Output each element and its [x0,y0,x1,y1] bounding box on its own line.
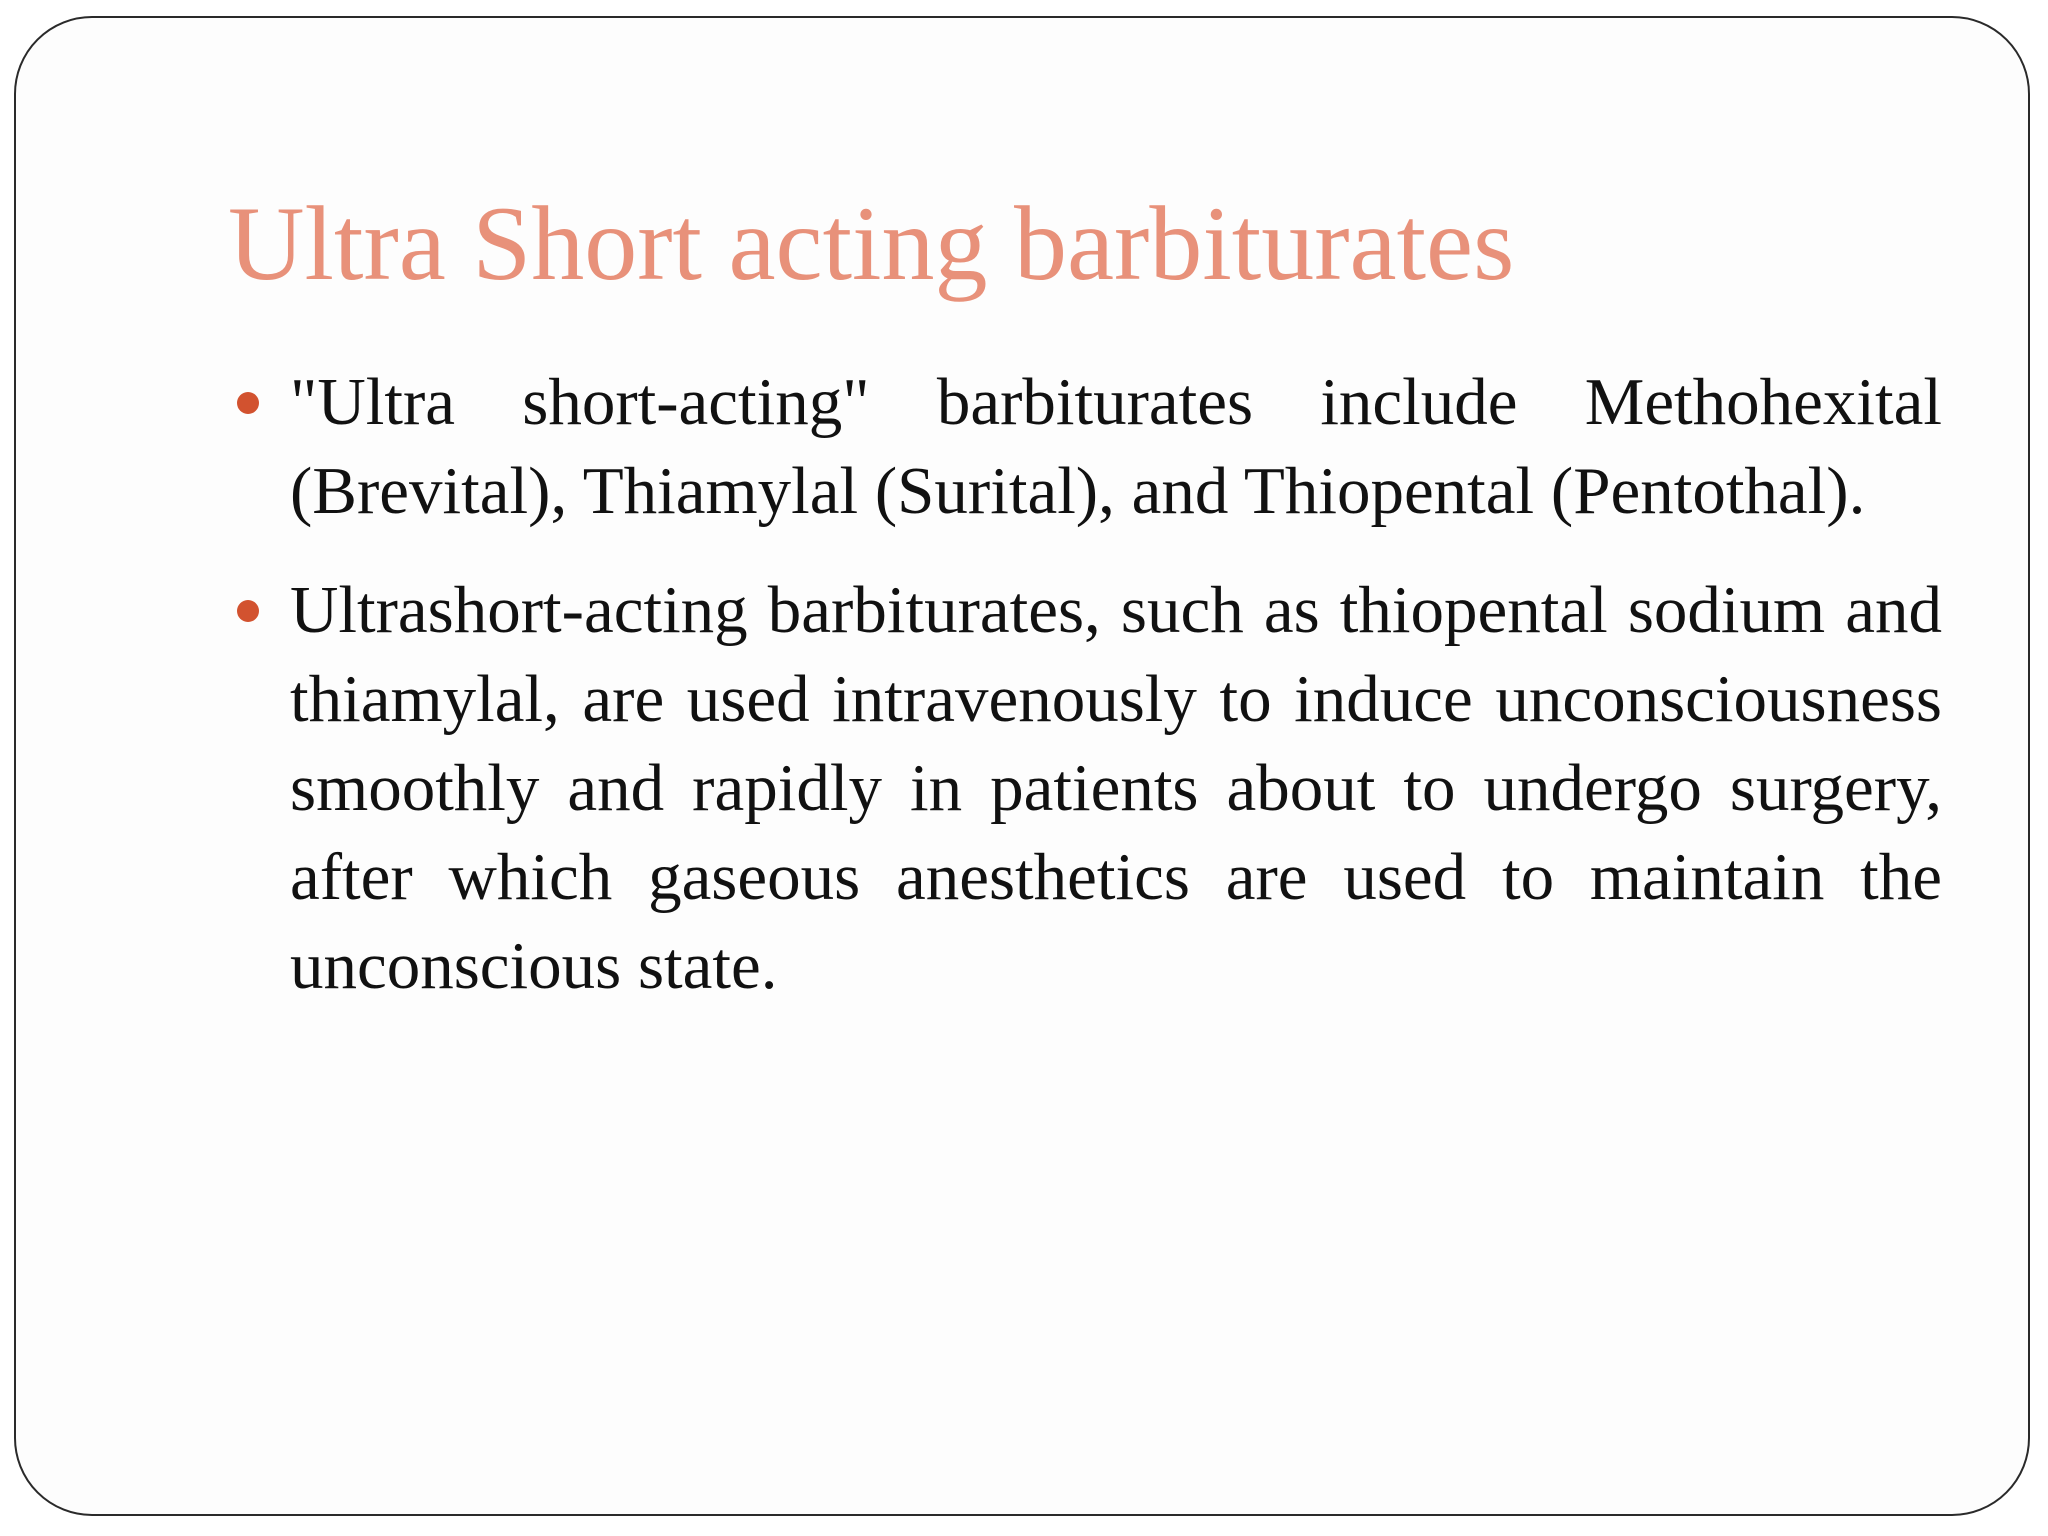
bullet-text: "Ultra short-acting" barbiturates include Methohexital (Brevital), Thiamylal (Surital), and Thiopental (Pentothal). [290,365,1942,528]
bullet-list [228,358,1942,1041]
bullet-dot-icon [237,392,259,414]
slide-frame [14,16,2030,1516]
bullet-item [228,566,1942,1011]
bullet-text: Ultrashort-acting barbiturates, such as thiopental sodium and thiamylal, are used intravenously to induce unconsciousness smoothly and rapidly in patients about to undergo surgery, after which gaseous anesthetics are used to maintain the unconscious state. [290,573,1942,1003]
slide-title: Ultra Short acting barbiturates [228,185,1515,302]
bullet-item [228,358,1942,536]
bullet-dot-icon [237,600,259,622]
